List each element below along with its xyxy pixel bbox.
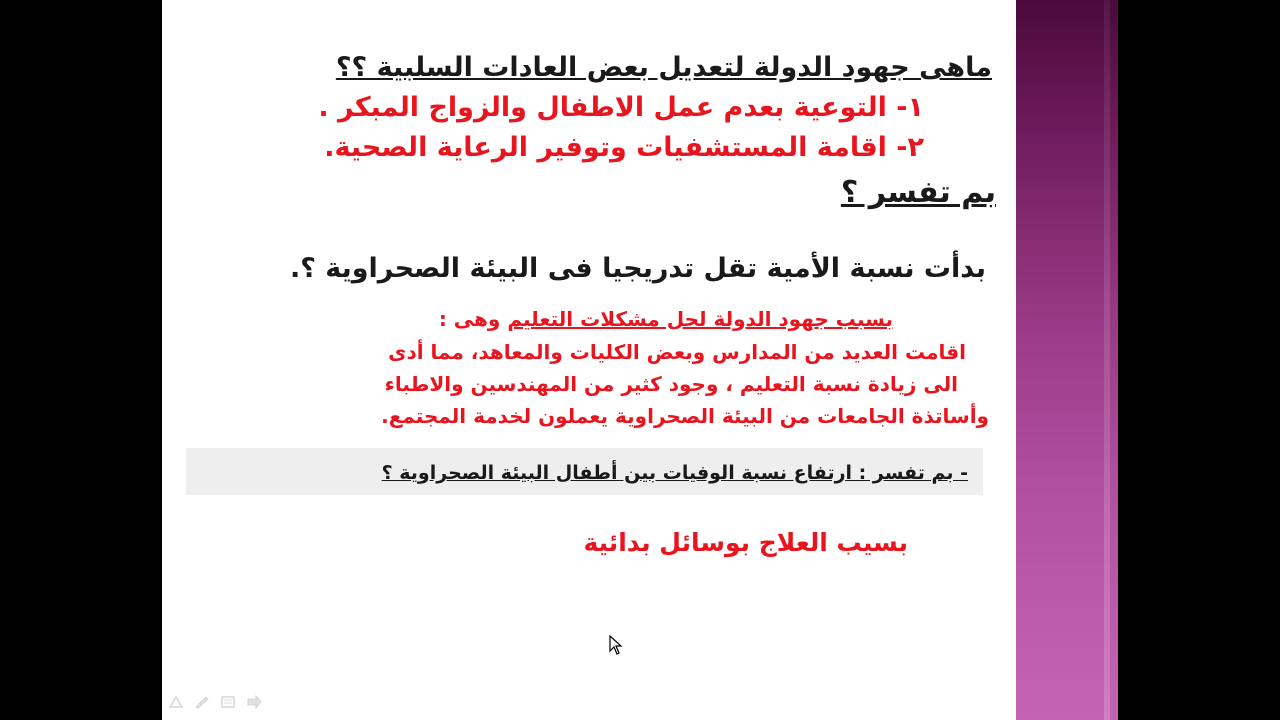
pointer-icon[interactable] bbox=[168, 695, 184, 709]
question-negative-habits: ماهى جهود الدولة لتعديل بعض العادات السلبية ؟؟ bbox=[335, 52, 992, 83]
navigate-icon[interactable] bbox=[246, 695, 262, 709]
answer-education-lead bbox=[439, 307, 893, 331]
question-illiteracy: بدأت نسبة الأمية تقل تدريجيا فى البيئة الصحراوية ؟. bbox=[289, 253, 986, 284]
slideshow-toolbar bbox=[168, 692, 262, 712]
menu-icon[interactable] bbox=[220, 695, 236, 709]
heading-explain: بم تفسر ؟ bbox=[840, 175, 996, 210]
answer-education-line-1: اقامت العديد من المدارس وبعض الكليات والمعاهد، مما أدى bbox=[388, 340, 966, 364]
decorative-side-panel bbox=[1016, 0, 1118, 720]
panel-highlight-streak bbox=[1104, 0, 1110, 720]
right-letterbox bbox=[1118, 0, 1280, 720]
answer-education-lead-rest: وهى : bbox=[438, 307, 508, 331]
answer-hospitals: ٢- اقامة المستشفيات وتوفير الرعاية الصحية. bbox=[324, 132, 924, 163]
answer-education-line-2: الى زيادة نسبة التعليم ، وجود كثير من المهندسين والاطباء bbox=[384, 372, 958, 396]
slide-canvas bbox=[162, 0, 1016, 720]
answer-education-lead-underlined: بسبب جهود الدولة لحل مشكلات التعليم bbox=[507, 307, 893, 331]
answer-primitive-treatment: بسيب العلاج بوسائل بدائية bbox=[583, 528, 908, 557]
answer-education-line-3: وأساتذة الجامعات من البيئة الصحراوية يعملون لخدمة المجتمع. bbox=[381, 404, 989, 428]
answer-awareness: ١- التوعية بعدم عمل الاطفال والزواج المبكر . bbox=[318, 92, 924, 123]
mouse-cursor-icon bbox=[609, 635, 623, 655]
pen-icon[interactable] bbox=[194, 695, 210, 709]
question-child-mortality: - بم تفسر : ارتفاع نسبة الوفيات بين أطفال البيئة الصحراوية ؟ bbox=[381, 462, 968, 484]
left-letterbox bbox=[0, 0, 162, 720]
